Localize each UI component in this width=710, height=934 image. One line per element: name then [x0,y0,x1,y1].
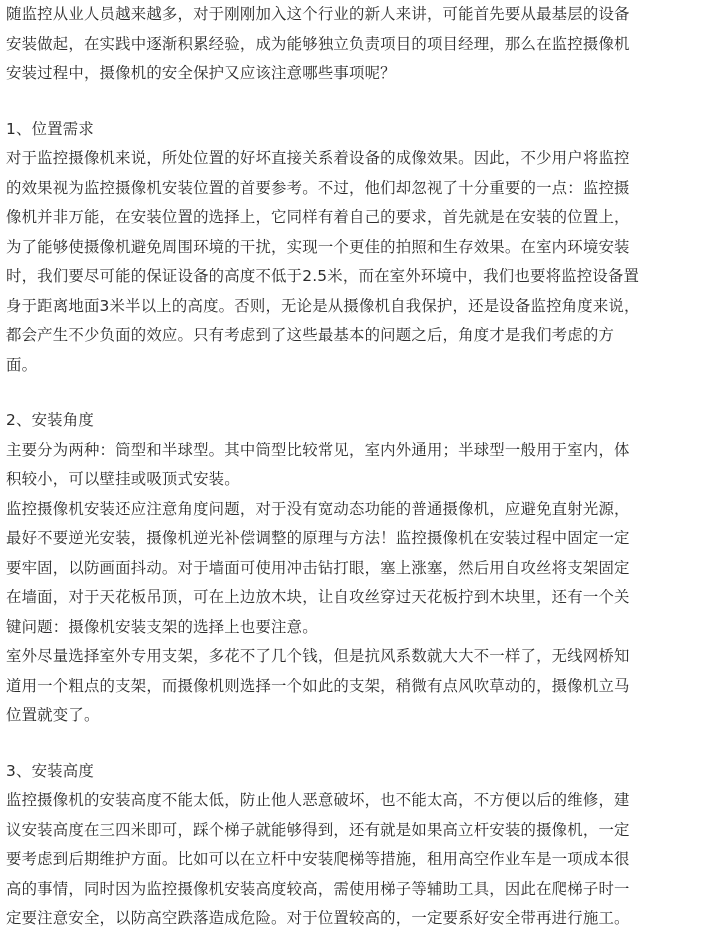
intro-paragraph [6,0,710,89]
section-angle [6,406,710,731]
text-line: 位置就变了。 [6,706,100,724]
text-line: 在墙面，对于天花板吊顶，可在上边放木块，让自攻丝穿过天花板拧到木块里，还有一个关 [6,588,630,606]
text-line: 要考虑到后期维护方面。比如可以在立杆中安装爬梯等措施，租用高空作业车是一项成本很 [6,850,630,868]
text-line: 为了能够使摄像机避免周围环境的干扰，实现一个更佳的拍照和生存效果。在室内环境安装 [6,237,630,256]
section-position [6,115,710,381]
paragraph-gap [6,89,710,115]
text-line: 身于距离地面3米半以上的高度。否则，无论是从摄像机自我保护，还是设备监控角度来说， [6,296,640,315]
text-line: 的效果视为监控摄像机安装位置的首要参考。不过，他们却忽视了十分重要的一点：监控摄 [6,178,630,197]
text-line: 安装做起，在实践中逐渐积累经验，成为能够独立负责项目的项目经理，那么在监控摄像机 [6,34,630,53]
text-line: 像机并非万能，在安装位置的选择上，它同样有着自己的要求，首先就是在安装的位置上， [6,208,630,226]
text-line: 时，我们要尽可能的保证设备的高度不低于2.5米，而在室外环境中，我们也要将监控设备置 [6,267,640,285]
text-line: 对于监控摄像机来说，所处位置的好坏直接关系着设备的成像效果。因此，不少用户将监控 [6,149,630,167]
text-line: 高的事情，同时因为监控摄像机安装高度较高，需使用梯子等辅助工具，因此在爬梯子时一 [6,879,630,898]
text-line: 定要注意安全，以防高空跌落造成危险。对于位置较高的，一定要系好安全带再进行施工。 [6,909,630,927]
text-line: 室外尽量选择室外专用支架，多花不了几个钱，但是抗风系数就大大不一样了，无线网桥知 [6,647,630,665]
text-line: 监控摄像机安装还应注意角度问题，对于没有宽动态功能的普通摄像机，应避免直射光源， [6,499,630,518]
text-line: 议安装高度在三四米即可，踩个梯子就能够得到，还有就是如果高立杆安装的摄像机，一定 [6,820,630,839]
text-line: 键问题：摄像机安装支架的选择上也要注意。 [6,617,318,636]
text-line: 最好不要逆光安装，摄像机逆光补偿调整的原理与方法！监控摄像机在安装过程中固定一定 [6,529,630,547]
paragraph-gap [6,380,710,406]
text-line: 主要分为两种：筒型和半球型。其中筒型比较常见，室内外通用；半球型一般用于室内，体 [6,440,630,459]
text-line: 积较小，可以壁挂或吸顶式安装。 [6,470,240,488]
text-line: 面。 [6,355,38,374]
text-line: 都会产生不少负面的效应。只有考虑到了这些最基本的问题之后，角度才是我们考虑的方 [6,326,615,344]
text-line: 随监控从业人员越来越多，对于刚刚加入这个行业的新人来讲，可能首先要从最基层的设备 [6,5,630,23]
text-line: 监控摄像机的安装高度不能太低，防止他人恶意破坏，也不能太高，不方便以后的维修，建 [6,791,630,809]
paragraph-gap [6,731,710,757]
section-heading: 1、位置需求 [6,119,94,138]
text-line: 安装过程中，摄像机的安全保护又应该注意哪些事项呢？ [6,64,396,82]
section-heading: 2、安装角度 [6,411,94,429]
text-line: 要牢固，以防画面抖动。对于墙面可使用冲击钻打眼，塞上涨塞，然后用自攻丝将支架固定 [6,558,630,577]
section-height [6,757,710,934]
section-heading: 3、安装高度 [6,761,94,780]
text-line: 道用一个粗点的支架，而摄像机则选择一个如此的支架，稍微有点风吹草动的，摄像机立马 [6,676,630,695]
